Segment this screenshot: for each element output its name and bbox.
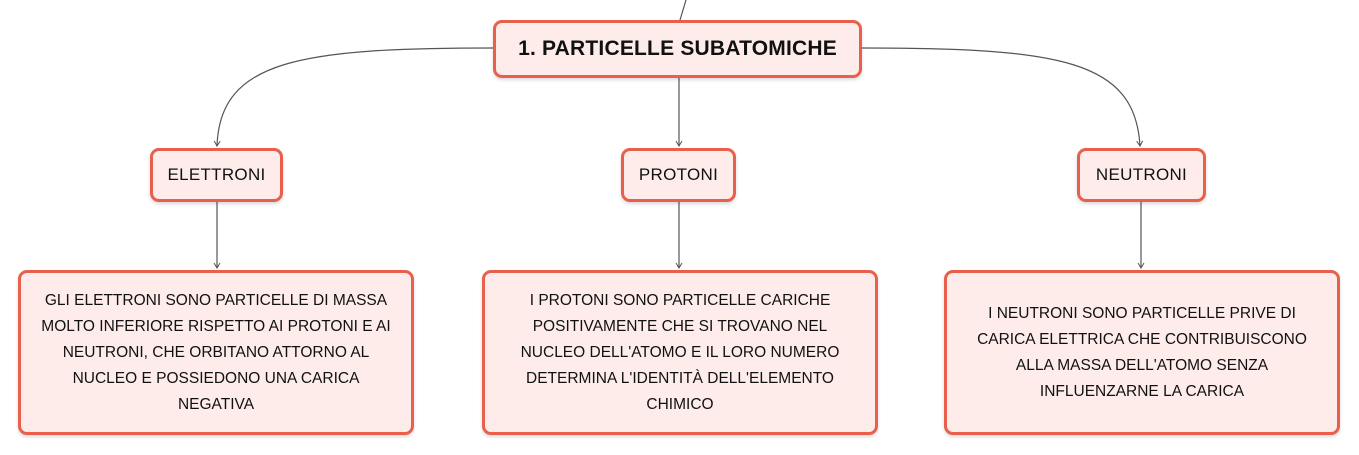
topic-node-elettroni[interactable]	[150, 148, 283, 202]
topic-node-neutroni[interactable]	[1077, 148, 1206, 202]
description-text-neutroni: I NEUTRONI SONO PARTICELLE PRIVE DI CARICA ELETTRICA CHE CONTRIBUISCONO ALLA MASSA DELL'ATOMO SENZA INFLUENZARNE LA CARICA	[977, 304, 1307, 400]
topic-node-protoni[interactable]	[621, 148, 736, 202]
description-node-elettroni[interactable]	[18, 270, 414, 435]
description-text-elettroni: GLI ELETTRONI SONO PARTICELLE DI MASSA MOLTO INFERIORE RISPETTO AI PROTONI E AI NEUTRONI, CHE ORBITANO ATTORNO AL NUCLEO E POSSIEDONO UNA CARICA NEGATIVA	[41, 291, 391, 413]
description-node-neutroni[interactable]	[944, 270, 1340, 435]
topic-label-protoni: PROTONI	[638, 165, 719, 184]
connector-root-neutroni	[862, 48, 1140, 146]
description-text-protoni: I PROTONI SONO PARTICELLE CARICHE POSITIVAMENTE CHE SI TROVANO NEL NUCLEO DELL'ATOMO E IL LORO NUMERO DETERMINA L'IDENTITÀ DELL'ELEMENTO CHIMICO	[520, 291, 840, 413]
incoming-connector	[680, 0, 686, 20]
topic-label-elettroni: ELETTRONI	[167, 165, 266, 184]
connector-root-elettroni	[217, 48, 493, 146]
root-topic-node[interactable]	[493, 20, 862, 78]
description-node-protoni[interactable]	[482, 270, 878, 435]
root-topic-label: 1. PARTICELLE SUBATOMICHE	[518, 37, 837, 60]
topic-label-neutroni: NEUTRONI	[1095, 165, 1188, 184]
